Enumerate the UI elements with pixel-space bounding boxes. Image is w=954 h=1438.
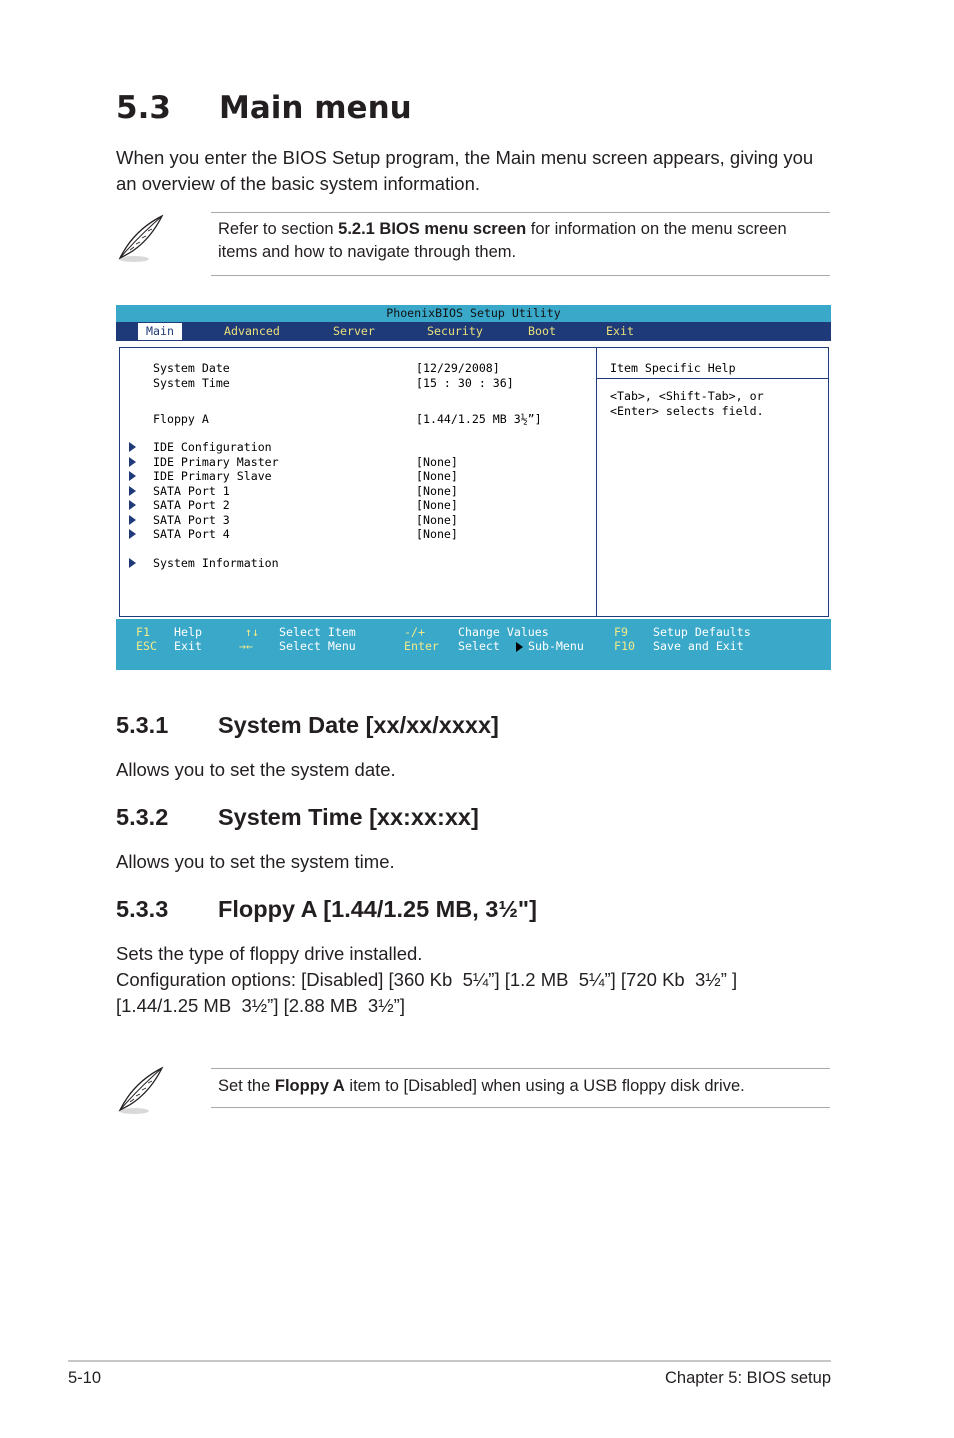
subsection-number: 5.3.2 <box>116 804 169 830</box>
subsection-heading <box>116 896 537 923</box>
bios-main-panel <box>116 341 831 619</box>
subsection-title: Floppy A [1.44/1.25 MB, 3½"] <box>218 896 537 922</box>
item-system-date[interactable]: System Date <box>153 361 230 375</box>
key-updown-icon: ↑↓ <box>245 625 259 639</box>
submenu-arrow-icon <box>129 558 136 568</box>
key-esc: ESC <box>136 639 157 653</box>
subsection-number: 5.3.3 <box>116 896 169 922</box>
subsection-heading <box>116 804 479 831</box>
value-sata-port-1: [None] <box>416 484 458 498</box>
key-leftright-icon: →← <box>239 639 253 653</box>
key-exit-label: Exit <box>174 639 202 653</box>
submenu-arrow-icon <box>129 529 136 539</box>
subsection-body: Allows you to set the system date. <box>116 759 396 780</box>
value-floppy-a[interactable]: [1.44/1.25 MB 3½”] <box>416 412 542 426</box>
submenu-arrow-icon <box>129 442 136 452</box>
chapter-label: Chapter 5: BIOS setup <box>664 1369 831 1387</box>
key-setup-defaults-label: Setup Defaults <box>653 625 751 639</box>
key-select-menu-label: Select Menu <box>279 639 356 653</box>
quill-note-icon <box>112 212 168 264</box>
key-change-values-label: Change Values <box>458 625 549 639</box>
key-enter: Enter <box>404 639 439 653</box>
item-system-information[interactable]: System Information <box>153 556 279 570</box>
value-ide-primary-slave: [None] <box>416 469 458 483</box>
help-separator <box>597 378 828 379</box>
key-save-exit-label: Save and Exit <box>653 639 744 653</box>
note-text: Set the Floppy A item to [Disabled] when using a USB floppy disk drive. <box>218 1077 745 1095</box>
footer-rule <box>68 1360 831 1362</box>
note-link-section: 5.2.1 BIOS menu screen <box>338 220 527 238</box>
page-number: 5-10 <box>68 1369 102 1387</box>
item-system-time[interactable]: System Time <box>153 376 230 390</box>
subsection-body <box>116 941 831 1019</box>
note-text: Refer to section 5.2.1 BIOS menu screen for information on the menu screen items and how to navigate through them. <box>218 220 787 261</box>
menu-security[interactable]: Security <box>427 324 483 338</box>
submenu-arrow-icon <box>129 471 136 481</box>
value-sata-port-2: [None] <box>416 498 458 512</box>
item-ide-primary-slave[interactable]: IDE Primary Slave <box>153 469 272 483</box>
item-ide-configuration[interactable]: IDE Configuration <box>153 440 272 454</box>
intro-paragraph: When you enter the BIOS Setup program, the Main menu screen appears, giving you an overview of the basic system information. <box>116 147 814 194</box>
key-submenu-label: Sub-Menu <box>528 639 584 653</box>
menu-advanced[interactable]: Advanced <box>224 324 280 338</box>
item-ide-primary-master[interactable]: IDE Primary Master <box>153 455 279 469</box>
value-system-date[interactable]: [12/29/2008] <box>416 361 500 375</box>
item-floppy-a[interactable]: Floppy A <box>153 412 209 426</box>
menu-main[interactable]: Main <box>138 323 182 340</box>
submenu-arrow-icon <box>516 642 523 652</box>
help-line-2: <Enter> selects field. <box>610 404 764 418</box>
value-system-time[interactable]: [15 : 30 : 36] <box>416 376 514 390</box>
item-sata-port-1[interactable]: SATA Port 1 <box>153 484 230 498</box>
bios-menubar <box>116 322 831 341</box>
item-sata-port-3[interactable]: SATA Port 3 <box>153 513 230 527</box>
note-box <box>211 1068 830 1108</box>
quill-note-icon <box>112 1064 168 1116</box>
section-title: Main menu <box>219 90 412 126</box>
section-number: 5.3 <box>116 90 171 126</box>
submenu-arrow-icon <box>129 500 136 510</box>
item-sata-port-2[interactable]: SATA Port 2 <box>153 498 230 512</box>
submenu-arrow-icon <box>129 515 136 525</box>
menu-boot[interactable]: Boot <box>528 324 556 338</box>
item-sata-port-4[interactable]: SATA Port 4 <box>153 527 230 541</box>
subsection-heading <box>116 712 499 739</box>
options-line-2: [1.44/1.25 MB 3½”] [2.88 MB 3½”] <box>116 995 405 1016</box>
key-help-label: Help <box>174 625 202 639</box>
value-sata-port-3: [None] <box>416 513 458 527</box>
help-line-1: <Tab>, <Shift-Tab>, or <box>610 389 764 403</box>
subsection-title: System Date [xx/xx/xxxx] <box>218 712 499 738</box>
bios-divider <box>596 347 597 616</box>
key-f1: F1 <box>136 625 150 639</box>
bios-title: PhoenixBIOS Setup Utility <box>386 306 561 320</box>
subsection-body: Allows you to set the system time. <box>116 851 395 872</box>
page-title <box>116 90 412 126</box>
submenu-arrow-icon <box>129 457 136 467</box>
body-line: Sets the type of floppy drive installed. <box>116 943 423 964</box>
bios-screen <box>116 305 831 670</box>
value-sata-port-4: [None] <box>416 527 458 541</box>
menu-exit[interactable]: Exit <box>606 324 634 338</box>
key-minusplus: -/+ <box>404 625 425 639</box>
value-ide-primary-master: [None] <box>416 455 458 469</box>
subsection-number: 5.3.1 <box>116 712 169 738</box>
submenu-arrow-icon <box>129 486 136 496</box>
key-select-label: Select <box>458 639 500 653</box>
note-bold-item: Floppy A <box>274 1077 345 1095</box>
key-f9: F9 <box>614 625 628 639</box>
menu-server[interactable]: Server <box>333 324 375 338</box>
note-box <box>211 212 830 276</box>
options-line-1: Configuration options: [Disabled] [360 Kb 5¼”] [1.2 MB 5¼”] [720 Kb 3½” ] <box>116 969 738 990</box>
key-f10: F10 <box>614 639 635 653</box>
subsection-title: System Time [xx:xx:xx] <box>218 804 479 830</box>
key-select-item-label: Select Item <box>279 625 356 639</box>
help-title: Item Specific Help <box>610 361 736 375</box>
